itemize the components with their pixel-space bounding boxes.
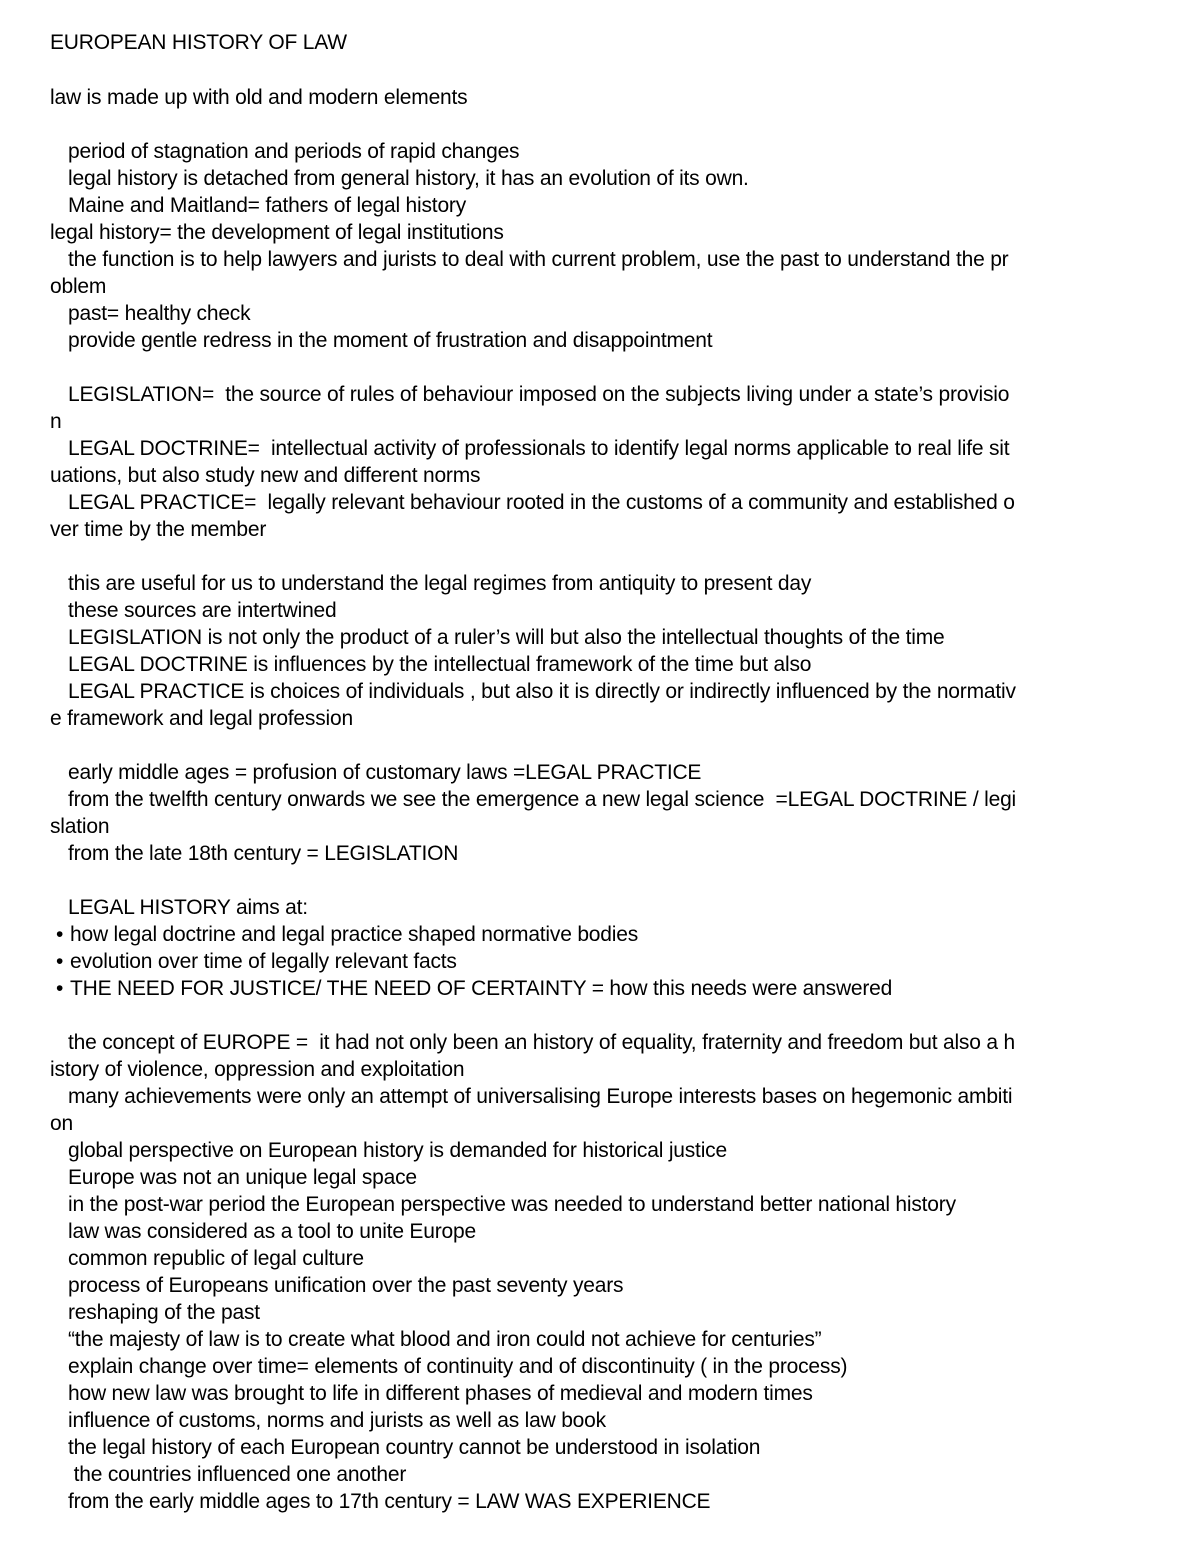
indented-line: this are useful for us to understand the legal regimes from antiquity to present day: [68, 572, 812, 595]
bullet-icon: •: [56, 923, 64, 946]
text-line: uations, but also study new and different norms: [50, 464, 481, 487]
blank-line: [50, 111, 1160, 138]
indented-line: process of Europeans unification over the past seventy years: [68, 1274, 624, 1297]
indented-line: in the post-war period the European perspective was needed to understand better national history: [68, 1193, 956, 1216]
indented-line: “the majesty of law is to create what blood and iron could not achieve for centuries”: [68, 1328, 822, 1351]
bullet-item: [50, 975, 1160, 1002]
indented-line: many achievements were only an attempt of universalising Europe interests bases on hegemonic ambiti: [68, 1085, 1013, 1108]
indented-line: influence of customs, norms and jurists as well as law book: [68, 1409, 606, 1432]
bullet-text: evolution over time of legally relevant facts: [70, 950, 457, 973]
text-line: on: [50, 1112, 73, 1135]
indented-line: the countries influenced one another: [68, 1463, 407, 1486]
blank-line: [50, 543, 1160, 570]
text-line: n: [50, 410, 62, 433]
blank-line: [50, 732, 1160, 759]
indented-line: law was considered as a tool to unite Europe: [68, 1220, 476, 1243]
indented-line: reshaping of the past: [68, 1301, 260, 1324]
indented-line: how new law was brought to life in different phases of medieval and modern times: [68, 1382, 813, 1405]
indented-line: early middle ages = profusion of customary laws =LEGAL PRACTICE: [68, 761, 702, 784]
text-line: slation: [50, 815, 110, 838]
document-title: EUROPEAN HISTORY OF LAW: [50, 31, 347, 54]
indented-line: LEGAL PRACTICE is choices of individuals , but also it is directly or indirectly influenced by the normativ: [68, 680, 1016, 703]
indented-line: from the twelfth century onwards we see the emergence a new legal science =LEGAL DOCTRINE / legi: [68, 788, 1017, 811]
indented-line: legal history is detached from general history, it has an evolution of its own.: [68, 167, 749, 190]
text-line: e framework and legal profession: [50, 707, 353, 730]
indented-line: LEGAL HISTORY aims at:: [68, 896, 308, 919]
text-line: legal history= the development of legal institutions: [50, 221, 504, 244]
indented-line: LEGAL DOCTRINE is influences by the intellectual framework of the time but also: [68, 653, 812, 676]
blank-line: [50, 354, 1160, 381]
document-body: [50, 84, 1160, 1515]
indented-line: the legal history of each European country cannot be understood in isolation: [68, 1436, 761, 1459]
indented-line: these sources are intertwined: [68, 599, 337, 622]
text-line: istory of violence, oppression and exploitation: [50, 1058, 465, 1081]
indented-line: LEGISLATION is not only the product of a ruler’s will but also the intellectual thoughts of the time: [68, 626, 945, 649]
bullet-item: [50, 948, 1160, 975]
bullet-icon: •: [56, 950, 64, 973]
indented-line: global perspective on European history is demanded for historical justice: [68, 1139, 727, 1162]
text-line: oblem: [50, 275, 107, 298]
bullet-item: [50, 921, 1160, 948]
indented-line: past= healthy check: [68, 302, 251, 325]
indented-line: LEGAL PRACTICE= legally relevant behaviour rooted in the customs of a community and established o: [68, 491, 1015, 514]
indented-line: common republic of legal culture: [68, 1247, 364, 1270]
blank-line: [50, 867, 1160, 894]
bullet-icon: •: [56, 977, 64, 1000]
indented-line: explain change over time= elements of continuity and of discontinuity ( in the process): [68, 1355, 848, 1378]
blank-line: [50, 1002, 1160, 1029]
indented-line: the function is to help lawyers and jurists to deal with current problem, use the past to understand the pr: [68, 248, 1009, 271]
indented-line: LEGISLATION= the source of rules of behaviour imposed on the subjects living under a state’s provisio: [68, 383, 1010, 406]
indented-line: period of stagnation and periods of rapid changes: [68, 140, 520, 163]
indented-line: Europe was not an unique legal space: [68, 1166, 417, 1189]
indented-line: from the late 18th century = LEGISLATION: [68, 842, 459, 865]
text-line: law is made up with old and modern elements: [50, 86, 468, 109]
text-line: ver time by the member: [50, 518, 267, 541]
bullet-text: THE NEED FOR JUSTICE/ THE NEED OF CERTAINTY = how this needs were answered: [70, 977, 893, 1000]
indented-line: from the early middle ages to 17th century = LAW WAS EXPERIENCE: [68, 1490, 711, 1513]
bullet-text: how legal doctrine and legal practice shaped normative bodies: [70, 923, 638, 946]
indented-line: LEGAL DOCTRINE= intellectual activity of professionals to identify legal norms applicable to real life sit: [68, 437, 1010, 460]
indented-line: Maine and Maitland= fathers of legal history: [68, 194, 467, 217]
indented-line: the concept of EUROPE = it had not only been an history of equality, fraternity and freedom but also a h: [68, 1031, 1015, 1054]
indented-line: provide gentle redress in the moment of frustration and disappointment: [68, 329, 713, 352]
